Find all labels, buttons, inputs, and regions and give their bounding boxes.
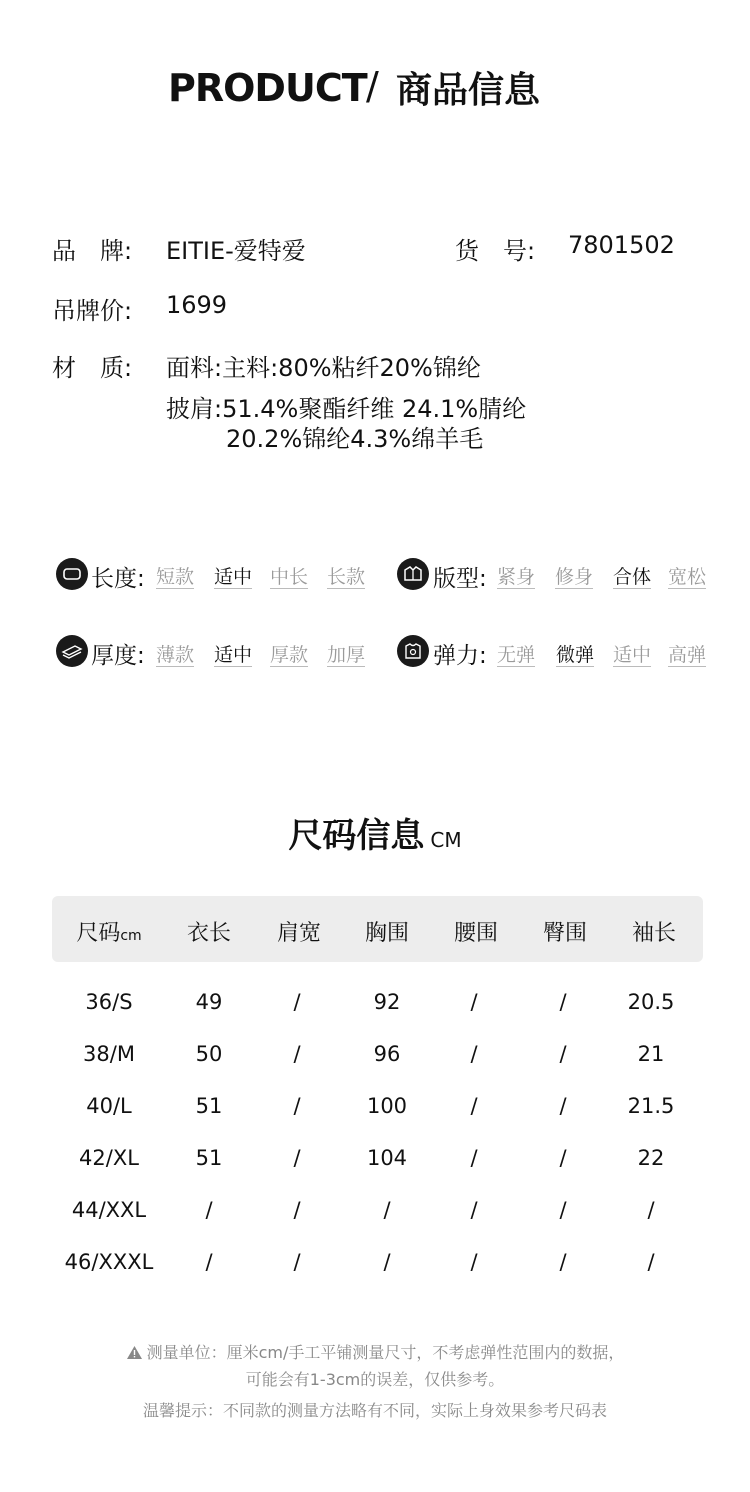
attr-elasticity-opt-0: 无弹: [497, 644, 536, 666]
attr-length-opt-1: 适中: [214, 566, 253, 588]
table-cell: 96: [373, 1042, 401, 1066]
attr-elasticity-opt-1: 微弹: [556, 644, 595, 666]
th-chest: 胸围: [364, 921, 409, 946]
attr-length-label-text: 长度: [91, 566, 137, 592]
attr-thickness-opt-0: 薄款: [156, 644, 195, 666]
th-hip: 臀围: [542, 921, 587, 946]
note-line-2: 可能会有1-3cm的误差，仅供参考。: [245, 1370, 505, 1389]
table-row: [52, 1042, 703, 1072]
table-cell: /: [205, 1250, 213, 1274]
table-cell: /: [293, 1146, 301, 1170]
table-row: [52, 1250, 703, 1280]
th-size-unit: cm: [120, 928, 142, 944]
note-line-3: 温馨提示：不同款的测量方法略有不同，实际上身效果参考尺码表: [142, 1401, 607, 1420]
table-cell: /: [293, 1198, 301, 1222]
note-line-1: [0, 1340, 750, 1363]
table-cell: /: [470, 1042, 478, 1066]
table-cell: 22: [637, 1146, 665, 1170]
material-line-2: 披肩:51.4%聚酯纤维 24.1%腈纶: [166, 395, 527, 423]
attr-length-colon: :: [137, 566, 145, 592]
table-cell: /: [559, 1094, 567, 1118]
table-cell: /: [559, 1146, 567, 1170]
table-row: [52, 1146, 703, 1176]
table-cell: 21.5: [627, 1094, 675, 1118]
table-cell: 49: [195, 990, 223, 1014]
thickness-icon: [56, 635, 88, 667]
attr-elasticity-label-text: 弹力: [433, 643, 479, 669]
table-cell: /: [205, 1198, 213, 1222]
length-icon: [56, 558, 88, 590]
th-waist: 腰围: [453, 921, 498, 946]
th-size: [64, 916, 154, 947]
size-section-title: [0, 808, 750, 857]
table-cell: /: [293, 1042, 301, 1066]
attr-length-opt-3: 长款: [327, 566, 366, 588]
table-cell: /: [470, 1250, 478, 1274]
table-cell: /: [559, 1042, 567, 1066]
table-cell: 51: [195, 1094, 223, 1118]
product-info: [0, 0, 750, 460]
table-cell: /: [470, 1146, 478, 1170]
table-cell: 36/S: [85, 990, 133, 1014]
attr-thickness-colon: :: [137, 643, 145, 669]
sku-label: 货 号:: [455, 237, 536, 265]
table-cell: /: [293, 1094, 301, 1118]
attr-length-label: [91, 560, 145, 593]
table-cell: /: [559, 1250, 567, 1274]
table-cell: /: [470, 1198, 478, 1222]
sku-value: 7801502: [568, 231, 675, 259]
table-cell: 100: [366, 1094, 408, 1118]
th-length: 衣长: [186, 921, 231, 946]
attr-fit-label: [433, 560, 487, 593]
size-table-body: [52, 990, 703, 1290]
th-shoulder: 肩宽: [276, 921, 321, 946]
attr-fit-opt-3: 宽松: [668, 566, 707, 588]
table-cell: /: [293, 1250, 301, 1274]
table-cell: 46/XXXL: [64, 1250, 154, 1274]
table-cell: 38/M: [83, 1042, 135, 1066]
attr-thickness-label-text: 厚度: [91, 643, 137, 669]
material-label: 材 质:: [52, 354, 133, 382]
table-cell: 44/XXL: [71, 1198, 147, 1222]
table-cell: /: [559, 990, 567, 1014]
table-cell: 40/L: [86, 1094, 132, 1118]
brand-label-text: 品 牌:: [52, 237, 133, 265]
attr-thickness-label: [91, 637, 145, 670]
warning-icon: [126, 1345, 143, 1360]
table-cell: 21: [637, 1042, 665, 1066]
table-cell: /: [647, 1250, 655, 1274]
price-label: 吊牌价:: [52, 297, 133, 325]
attr-fit-opt-2: 合体: [613, 566, 652, 588]
attr-fit-colon: :: [479, 566, 487, 592]
material-line-1: 面料:主料:80%粘纤20%锦纶: [166, 354, 481, 382]
table-cell: 42/XL: [79, 1146, 139, 1170]
table-cell: /: [470, 1094, 478, 1118]
attr-length-opt-0: 短款: [156, 566, 195, 588]
header-title-en: PRODUCT: [168, 66, 367, 110]
attr-length-opt-2: 中长: [270, 566, 309, 588]
attr-elasticity-opt-2: 适中: [613, 644, 652, 666]
price-value: 1699: [166, 291, 228, 319]
table-cell: /: [383, 1198, 391, 1222]
header-title-cn: 商品信息: [396, 70, 541, 111]
table-cell: /: [647, 1198, 655, 1222]
fit-icon: [397, 558, 429, 590]
attr-fit-label-text: 版型: [433, 566, 479, 592]
th-size-text: 尺码: [76, 921, 121, 946]
brand-label: [52, 231, 132, 266]
size-title-text: 尺码信息: [288, 816, 425, 856]
table-cell: 20.5: [627, 990, 675, 1014]
elasticity-icon: [397, 635, 429, 667]
attr-thickness-opt-2: 厚款: [270, 644, 309, 666]
th-sleeve: 袖长: [631, 921, 676, 946]
table-cell: /: [293, 990, 301, 1014]
table-cell: /: [559, 1198, 567, 1222]
attributes: [0, 540, 750, 680]
attr-elasticity-colon: :: [479, 643, 487, 669]
attr-thickness-opt-3: 加厚: [327, 644, 366, 666]
attr-elasticity-label: [433, 637, 487, 670]
header-slash: /: [366, 64, 379, 108]
table-row: [52, 1094, 703, 1124]
table-row: [52, 990, 703, 1020]
table-cell: 51: [195, 1146, 223, 1170]
table-row: [52, 1198, 703, 1228]
material-line-3: 20.2%锦纶4.3%绵羊毛: [226, 425, 484, 453]
table-cell: /: [470, 990, 478, 1014]
size-table-header: [52, 896, 703, 962]
attr-fit-opt-0: 紧身: [497, 566, 536, 588]
table-cell: 104: [366, 1146, 408, 1170]
attr-fit-opt-1: 修身: [555, 566, 594, 588]
table-cell: /: [383, 1250, 391, 1274]
attr-thickness-opt-1: 适中: [214, 644, 253, 666]
brand-value: EITIE-爱特爱: [166, 237, 306, 265]
attr-elasticity-opt-3: 高弹: [668, 644, 707, 666]
table-cell: 92: [373, 990, 401, 1014]
table-cell: 50: [195, 1042, 223, 1066]
note-line-1-text: 测量单位：厘米cm/手工平铺测量尺寸，不考虑弹性范围内的数据，: [146, 1343, 625, 1362]
size-title-unit: CM: [430, 828, 462, 852]
